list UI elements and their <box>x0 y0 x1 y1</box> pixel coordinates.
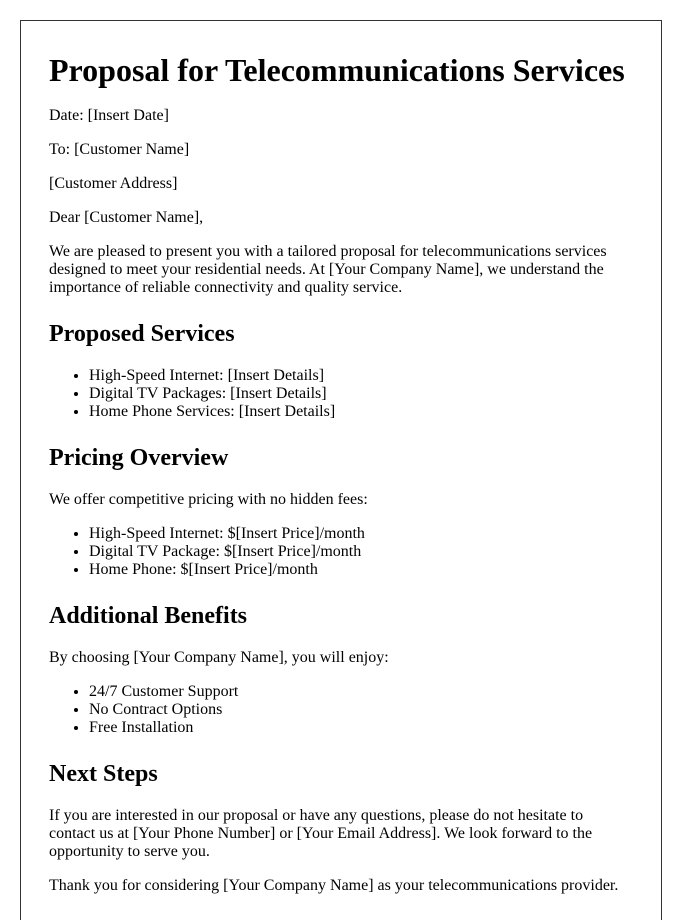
date-line: Date: [Insert Date] <box>49 107 169 124</box>
list-item: • Digital TV Package: $[Insert Price]/month <box>89 543 633 561</box>
list-item: • Free Installation <box>89 719 633 737</box>
benefits-heading: Additional Benefits <box>49 603 248 629</box>
services-list <box>49 367 633 421</box>
intro-paragraph: We are pleased to present you with a tailored proposal for telecommunications services designed to meet your residential needs. At [Your Company Name], we understand the importance of reliable connectivity and quality service. <box>49 243 607 296</box>
pricing-list <box>49 525 633 579</box>
list-item: • High-Speed Internet: [Insert Details] <box>89 367 633 385</box>
address-line: [Customer Address] <box>49 175 178 192</box>
list-item: • High-Speed Internet: $[Insert Price]/month <box>89 525 633 543</box>
letter-page <box>20 20 662 920</box>
salutation: Dear [Customer Name], <box>49 209 204 226</box>
next-steps-heading: Next Steps <box>49 761 158 787</box>
list-item: • No Contract Options <box>89 701 633 719</box>
recipient-line: To: [Customer Name] <box>49 141 190 158</box>
list-item: • Home Phone: $[Insert Price]/month <box>89 561 633 579</box>
list-item: • Digital TV Packages: [Insert Details] <box>89 385 633 403</box>
benefits-list <box>49 683 633 737</box>
benefits-intro: By choosing [Your Company Name], you will enjoy: <box>49 649 389 666</box>
page-title: Proposal for Telecommunications Services <box>49 52 625 88</box>
pricing-heading: Pricing Overview <box>49 445 229 471</box>
list-item: • 24/7 Customer Support <box>89 683 633 701</box>
next-steps-paragraph: If you are interested in our proposal or have any questions, please do not hesitate to contact us at [Your Phone Number] or [Your Email Address]. We look forward to the opportunity to serve you. <box>49 807 593 860</box>
pricing-intro: We offer competitive pricing with no hidden fees: <box>49 491 368 508</box>
closing-paragraph: Thank you for considering [Your Company Name] as your telecommunications provider. <box>49 877 619 894</box>
services-heading: Proposed Services <box>49 321 235 347</box>
list-item: • Home Phone Services: [Insert Details] <box>89 403 633 421</box>
